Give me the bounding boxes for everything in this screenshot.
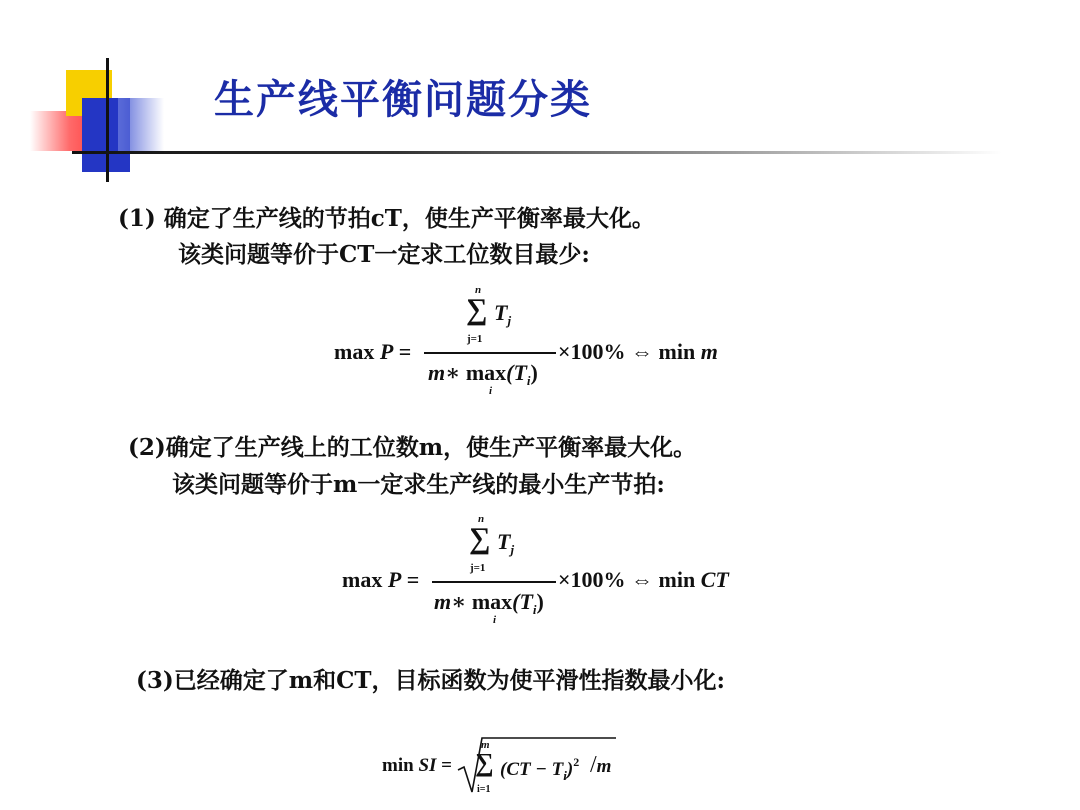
formula-2-denominator: m∗ $\max(T_i)$ (434, 589, 544, 617)
formula-1-sum-lower: j=1 (467, 333, 483, 345)
formula-3-sigma: ∑ (475, 748, 494, 777)
formula-1-sigma: ∑ (466, 293, 488, 326)
formula-3-sum-upper: m (481, 739, 490, 751)
formula-2-sum-lower: j=1 (470, 562, 486, 574)
formula-3-sum-lower: i=1 (477, 784, 491, 795)
formula-2-sigma: ∑ (469, 522, 491, 555)
formula-1-lhs: max P = (334, 339, 412, 364)
item-3-line-1: (3)已经确定了m和CT，目标函数为使平滑性指数最小化: (136, 667, 726, 694)
formula-2-max-sub: i (493, 614, 497, 626)
formula-3-division: /m (590, 752, 612, 778)
item-1-line-2: 该类问题等价于CT一定求工位数目最少: (178, 241, 590, 268)
item-2-line-2: 该类问题等价于m一定求生产线的最小生产节拍: (172, 471, 665, 498)
formula-2-rhs: ×100% ⇔ min CT (558, 567, 729, 592)
slide-title: 生产线平衡问题分类 (214, 77, 592, 123)
formula-1-rhs: ×100% ⇔ min m (558, 339, 718, 364)
item-1-line-1: (1) 确定了生产线的节拍cT，使生产平衡率最大化。 (118, 205, 655, 232)
vertical-rule (106, 58, 109, 182)
formula-2-fraction-bar (432, 581, 556, 583)
formula-1-denominator: m∗ $\max(T_i)$ (428, 360, 538, 388)
formula-1-max-sub: i (489, 385, 493, 397)
item-2-line-1: (2)确定了生产线上的工位数m，使生产平衡率最大化。 (128, 434, 697, 461)
formula-3-term: $(CT - T_i)^2$ (500, 755, 580, 783)
formula-2-sum-upper: n (478, 513, 485, 525)
blue-gradient-bar (118, 98, 164, 152)
formula-2-lhs: max P = (342, 567, 420, 592)
formula-3-lhs: min SI = (382, 755, 452, 776)
formula-1-fraction-bar (424, 352, 556, 354)
formula-2-numerator: $T_j$ (497, 529, 515, 557)
formula-1-numerator: $T_j$ (494, 300, 512, 328)
title-underline (72, 151, 1002, 154)
formula-1-sum-upper: n (475, 284, 482, 296)
